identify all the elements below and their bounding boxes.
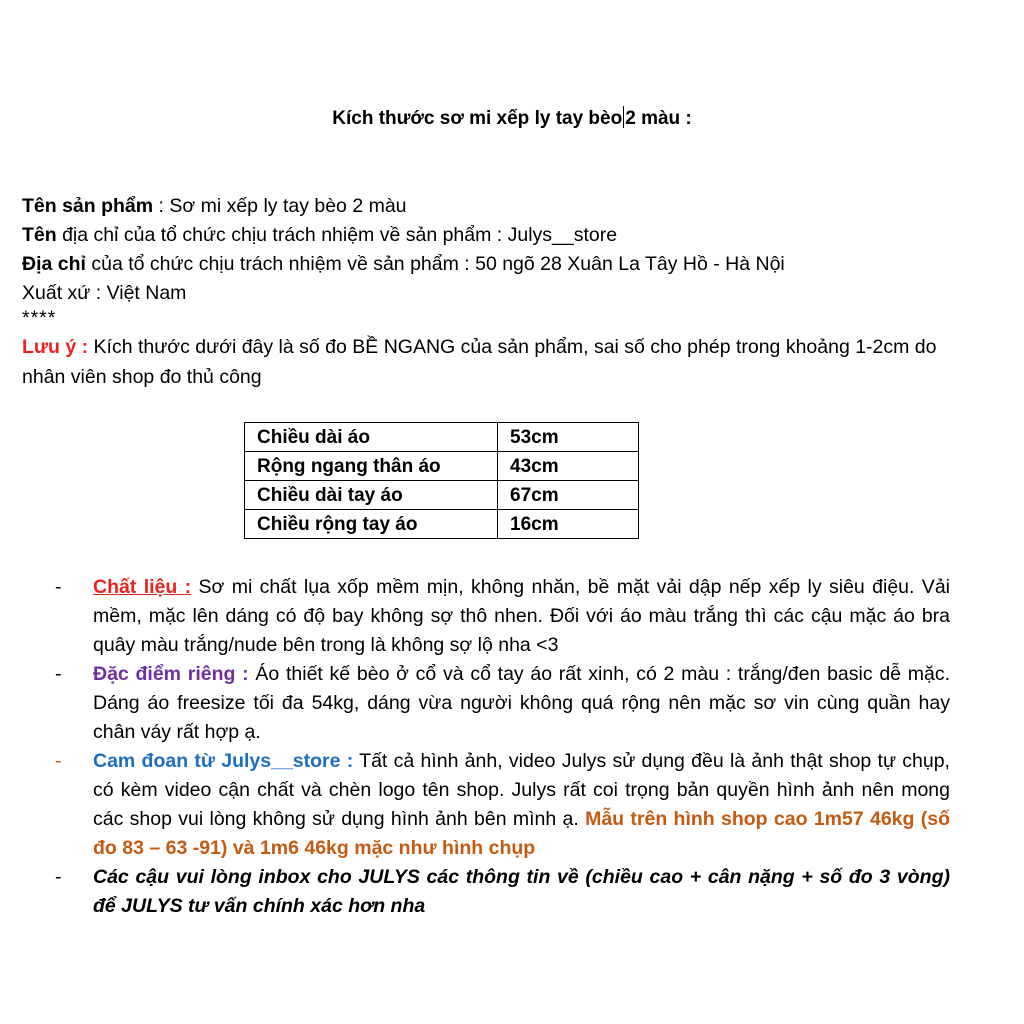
- table-row: [245, 452, 639, 481]
- model-info-text: Mẫu trên hình shop cao 1m57 46kg (số đo 83 – 63 -91) và 1m6 46kg mặc như hình chụp: [93, 808, 950, 859]
- product-info: [22, 192, 962, 392]
- size-value: 67cm: [498, 481, 639, 510]
- list-item-material: [55, 573, 950, 660]
- separator-stars: ****: [22, 307, 57, 329]
- list-item-inbox: [55, 863, 950, 921]
- note-text: Kích thước dưới đây là số đo BỀ NGANG của sản phẩm, sai số cho phép trong khoảng 1-2cm do nhân viên shop đo thủ công: [22, 336, 937, 388]
- title-part-2: 2 màu :: [625, 108, 692, 129]
- size-note: [22, 332, 962, 392]
- list-item-commitment: [55, 747, 950, 863]
- size-table: [244, 422, 639, 539]
- title-part-1: Kích thước sơ mi xếp ly tay bèo: [332, 108, 623, 129]
- detail-bullets: [55, 573, 950, 921]
- org-name-line: [22, 221, 962, 250]
- size-label: Rộng ngang thân áo: [245, 452, 498, 481]
- bullet-dash: -: [55, 663, 62, 685]
- page-title: [0, 106, 1024, 132]
- origin-line: Xuất xứ : Việt Nam: [22, 282, 187, 304]
- note-label: Lưu ý :: [22, 336, 89, 358]
- size-label: Chiều dài áo: [245, 423, 498, 452]
- feature-text: Áo thiết kế bèo ở cổ và cổ tay áo rất xinh, có 2 màu : trắng/đen basic dễ mặc. Dáng áo freesize tối đa 54kg, dáng vừa người không quá rộng nên mặc sơ vin cùng quần hay chân váy rất hợp ạ.: [93, 663, 950, 743]
- size-value: 53cm: [498, 423, 639, 452]
- list-item-feature: [55, 660, 950, 747]
- org-name-label: Tên: [22, 224, 57, 246]
- commitment-text: Tất cả hình ảnh, video Julys sử dụng đều là ảnh thật shop tự chụp, có kèm video cận chất và chèn logo tên shop. Julys rất coi trọng bản quyền hình ảnh nên mong các shop vui lòng không sử dụng hình ảnh bên mình ạ.: [93, 750, 950, 830]
- org-name-value: địa chỉ của tổ chức chịu trách nhiệm về sản phẩm : Julys__store: [56, 224, 618, 246]
- address-label: Địa chỉ: [22, 253, 86, 275]
- size-label: Chiều rộng tay áo: [245, 510, 498, 539]
- table-row: [245, 481, 639, 510]
- inbox-text: Các cậu vui lòng inbox cho JULYS các thông tin về (chiều cao + cân nặng + số đo 3 vòng) để JULYS tư vấn chính xác hơn nha: [93, 866, 950, 917]
- product-name-label: Tên sản phẩm: [22, 195, 154, 217]
- table-row: [245, 510, 639, 539]
- address-value: của tổ chức chịu trách nhiệm về sản phẩm : 50 ngõ 28 Xuân La Tây Hồ - Hà Nội: [85, 253, 785, 275]
- commitment-label: Cam đoan từ Julys__store :: [93, 750, 354, 772]
- bullet-dash: -: [55, 750, 62, 772]
- material-text: Sơ mi chất lụa xốp mềm mịn, không nhăn, bề mặt vải dập nếp xếp ly siêu điệu. Vải mềm, mặc lên dáng có độ bay không sợ thô nhen. Đối với áo màu trắng thì các cậu mặc áo bra quây màu trắng/nude bên trong là không sợ lộ nha <3: [93, 576, 950, 656]
- material-label: Chất liệu :: [93, 576, 192, 598]
- feature-label: Đặc điểm riêng :: [93, 663, 249, 685]
- size-value: 16cm: [498, 510, 639, 539]
- table-row: [245, 423, 639, 452]
- address-line: [22, 250, 962, 279]
- bullet-dash: -: [55, 576, 62, 598]
- product-name-line: [22, 192, 962, 221]
- size-value: 43cm: [498, 452, 639, 481]
- size-label: Chiều dài tay áo: [245, 481, 498, 510]
- bullet-dash: -: [55, 866, 62, 888]
- product-name-value: : Sơ mi xếp ly tay bèo 2 màu: [153, 195, 407, 217]
